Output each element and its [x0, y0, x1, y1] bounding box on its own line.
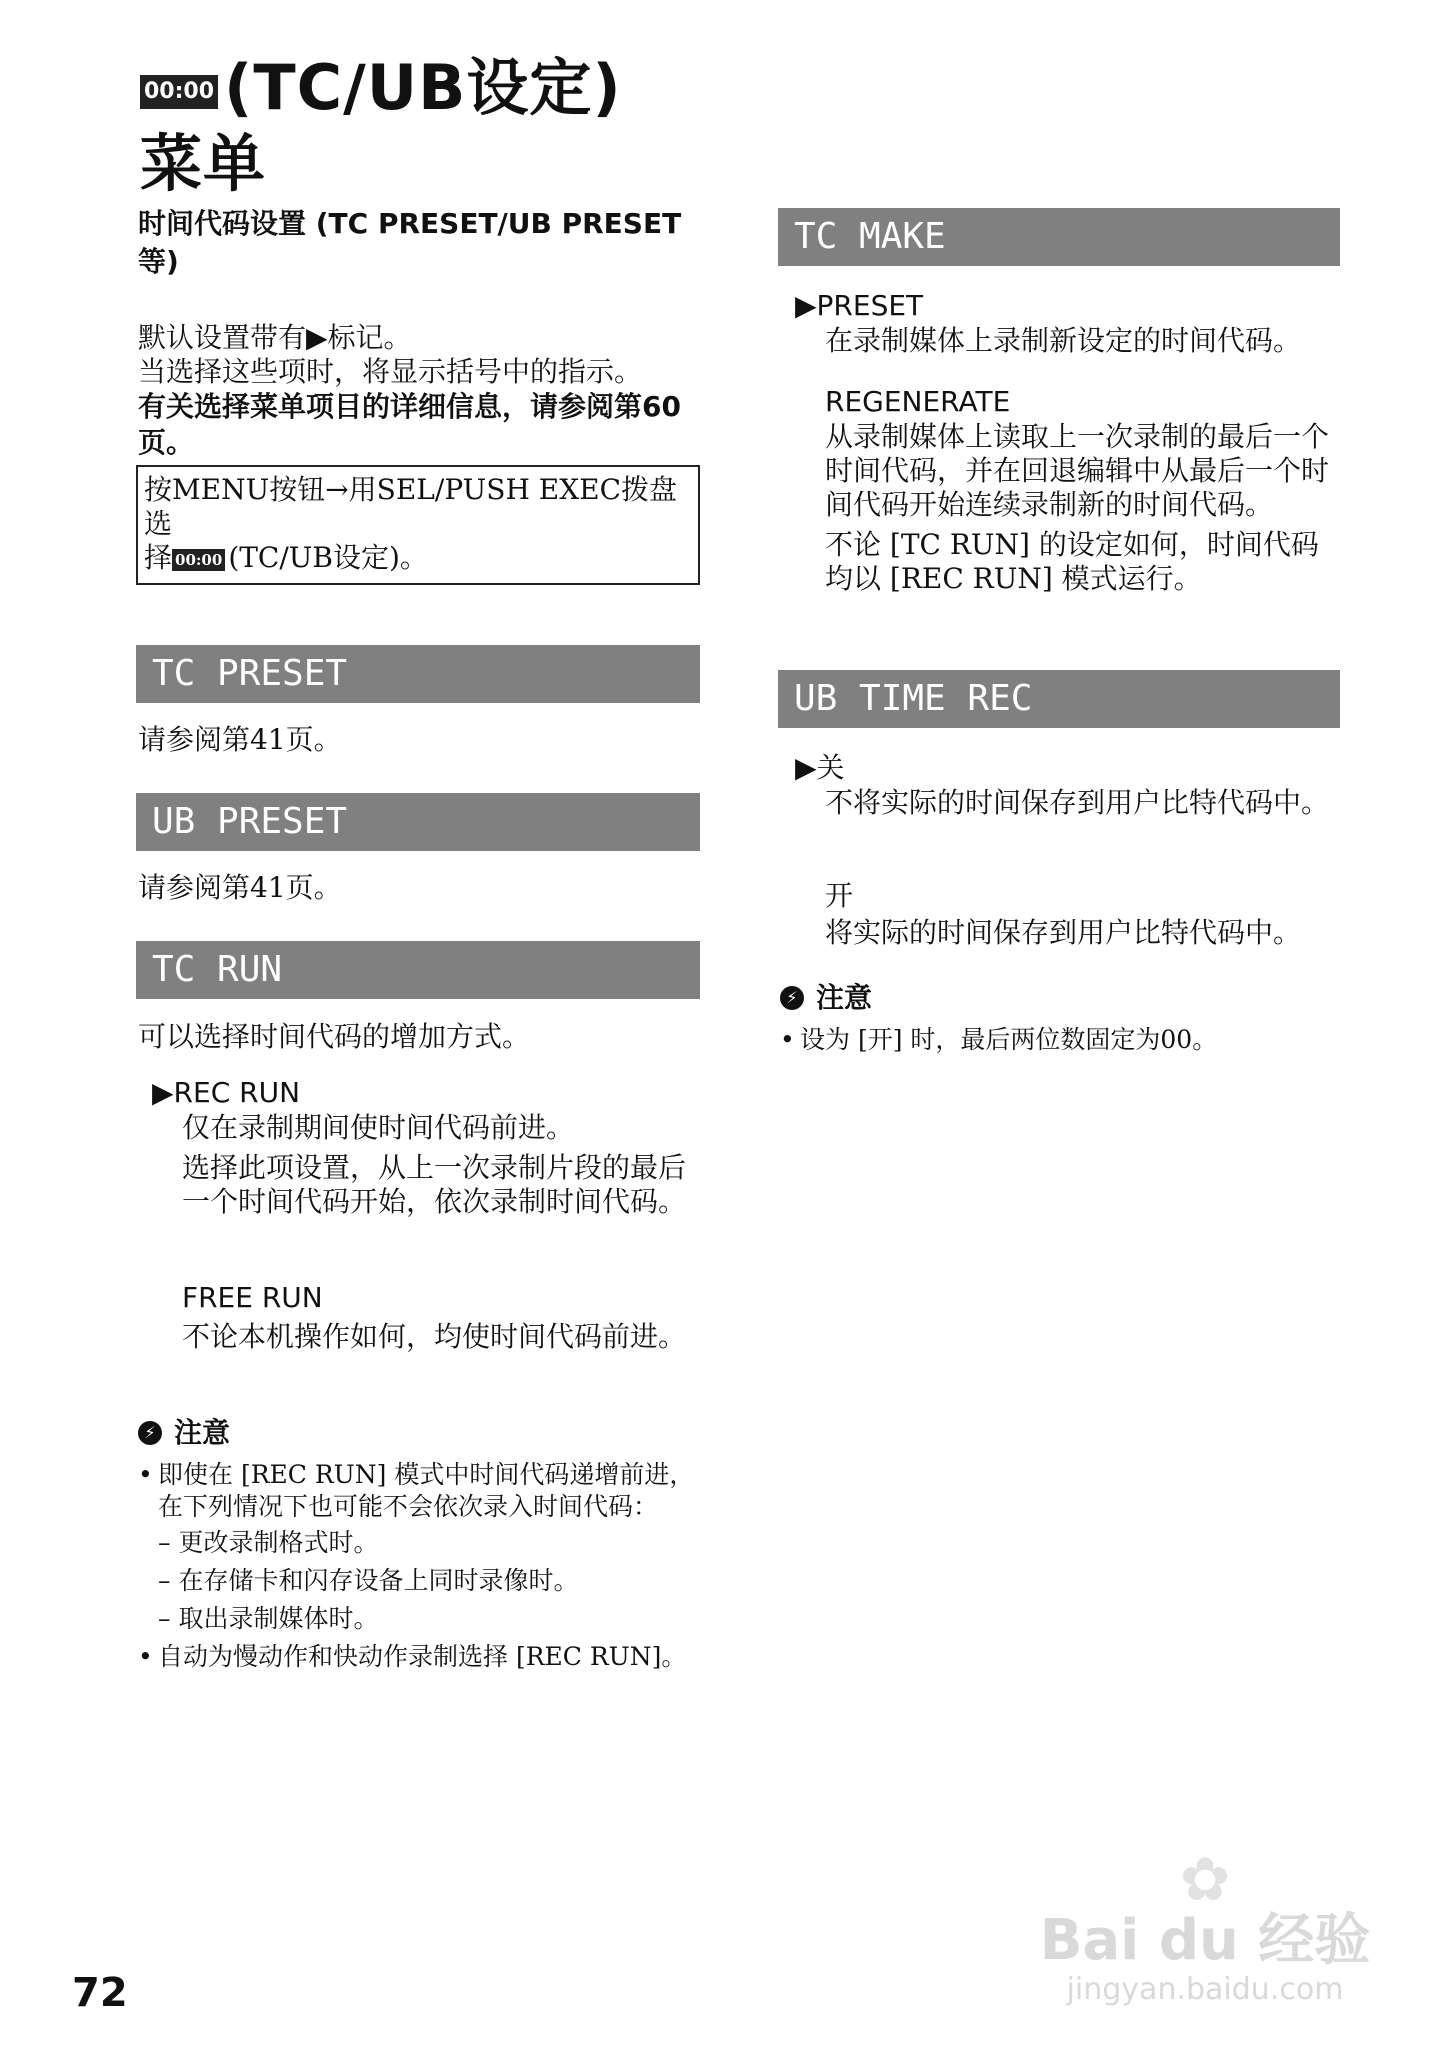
tc-run-text: 可以选择时间代码的增加方式。 — [138, 1020, 531, 1053]
caution-icon: ⚡ — [138, 1421, 162, 1445]
ub-preset-text: 请参阅第41页。 — [138, 871, 342, 904]
intro-line1: 默认设置带有▶标记。 — [138, 321, 412, 354]
menu-instructions: 按MENU按钮→用SEL/PUSH EXEC拨盘选 择 00:00 (TC/UB设定)。 — [136, 465, 700, 585]
watermark — [1035, 1845, 1375, 2008]
tc-run-notes: ⚡ 注意 • 即使在 [REC RUN] 模式中时间代码递增前进，在下列情况下也可能不会依次录入时间代码： – 更改录制格式时。 – 在存储卡和闪存设备上同时录像时。 – 取出录制媒体时。 • 自动为慢动作和快动作录制选择 [REC RUN]。 — [138, 1416, 695, 1671]
caution-icon: ⚡ — [780, 986, 804, 1010]
section-header-ub-time-rec: UB TIME REC — [778, 670, 1340, 728]
section-header-tc-preset: TC PRESET — [136, 645, 700, 703]
timecode-icon: 00:00 — [172, 549, 225, 571]
tc-make-option-regenerate: REGENERATE 从录制媒体上读取上一次录制的最后一个时间代码，并在回退编辑中从最后一个时间代码开始连续录制新的时间代码。 不论 [TC RUN] 的设定如何，时间代码均以 [REC RUN] 模式运行。 — [825, 385, 1330, 595]
paw-icon: ✿ — [1179, 1845, 1231, 1915]
section-header-ub-preset: UB PRESET — [136, 793, 700, 851]
default-marker-icon: ▶ — [795, 751, 817, 784]
watermark-brand: Bai du 经验 — [1039, 1908, 1371, 1973]
default-marker-icon: ▶ — [795, 289, 817, 322]
page-number: 72 — [72, 1970, 128, 2016]
timecode-icon: 00:00 — [140, 75, 218, 109]
watermark-url: jingyan.baidu.com — [1066, 1972, 1344, 2007]
tc-run-option-free-run: FREE RUN 不论本机操作如何，均使时间代码前进。 — [182, 1281, 687, 1353]
intro-line2: 当选择这些项时，将显示括号中的指示。 — [138, 355, 643, 388]
default-marker-icon: ▶ — [152, 1076, 174, 1109]
tc-make-option-preset: ▶PRESET 在录制媒体上录制新设定的时间代码。 — [795, 289, 1302, 357]
section-header-tc-run: TC RUN — [136, 941, 700, 999]
left-column — [138, 205, 700, 585]
page-title: 00:00 (TC/UB设定) 菜单 — [140, 51, 622, 200]
ub-time-rec-option-off: ▶关 不将实际的时间保存到用户比特代码中。 — [795, 751, 1330, 819]
tc-run-option-rec-run: ▶REC RUN 仅在录制期间使时间代码前进。 选择此项设置，从上一次录制片段的最后一个时间代码开始，依次录制时间代码。 — [152, 1076, 687, 1218]
section-header-tc-make: TC MAKE — [778, 208, 1340, 266]
ub-time-rec-notes: ⚡ 注意 • 设为 [开] 时，最后两位数固定为00。 — [780, 981, 1218, 1054]
ub-time-rec-option-on: 开 将实际的时间保存到用户比特代码中。 — [825, 879, 1302, 949]
intro-subheading: 时间代码设置 (TC PRESET/UB PRESET等) — [138, 207, 682, 278]
tc-preset-text: 请参阅第41页。 — [138, 723, 342, 756]
intro-reference: 有关选择菜单项目的详细信息，请参阅第60页。 — [138, 390, 681, 459]
